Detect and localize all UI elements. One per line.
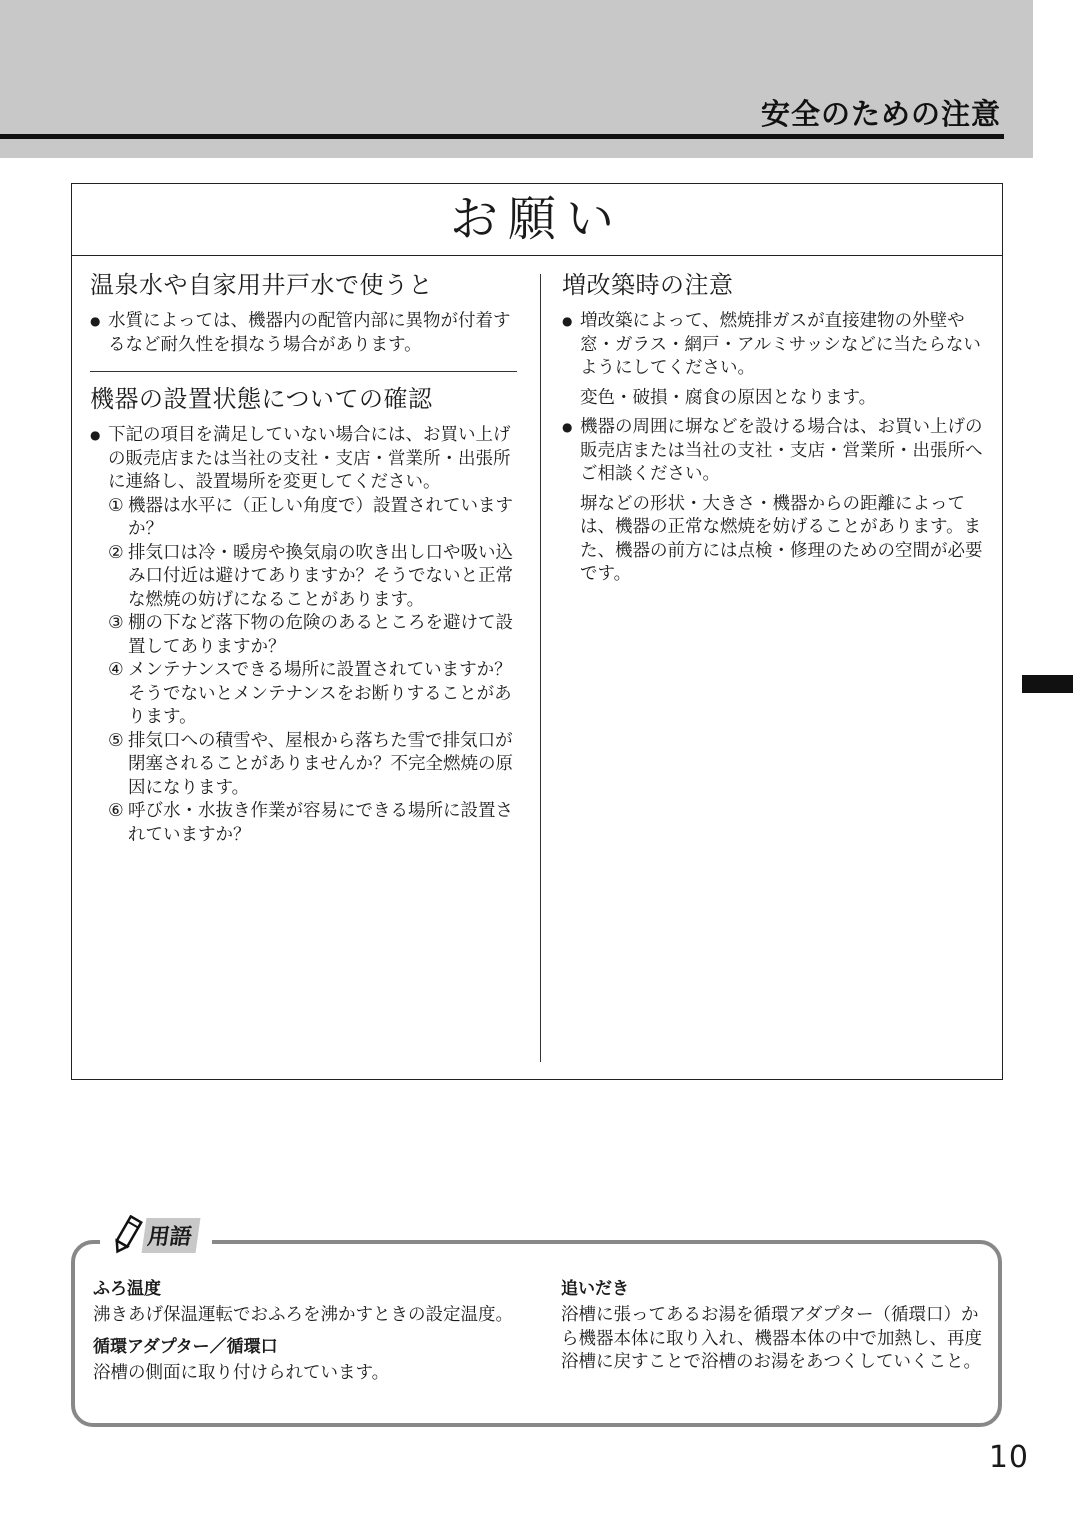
notice-title: お願い — [72, 184, 1002, 256]
bullet-item: ● 機器の周囲に塀などを設ける場合は、お買い上げの販売店または当社の支社・支店・営業所・出張所へご相談ください。 — [562, 416, 990, 487]
glossary-label — [100, 1212, 212, 1258]
checklist-text: 排気口への積雪や、屋根から落ちた雪で排気口が閉塞されることがありませんか？不完全燃焼の原因になります。 — [128, 730, 513, 798]
section-heading-installation-check: 機器の設置状態についての確認 — [90, 385, 433, 413]
notice-box — [71, 183, 1003, 1080]
column-divider — [540, 274, 541, 1062]
glossary-term: ふろ温度 — [93, 1279, 161, 1299]
glossary-right-column — [561, 1278, 986, 1383]
checklist-text: メンテナンスできる場所に設置されていますか？そうでないとメンテナンスをお断りすることがあります。 — [128, 660, 512, 727]
checklist-text: 機器は水平に（正しい角度で）設置されていますか？ — [128, 495, 513, 539]
checklist-number: ② — [108, 542, 124, 563]
bullet-item: ● 増改築によって、燃焼排ガスが直接建物の外壁や窓・ガラス・網戸・アルミサッシなどに当たらないようにしてください。 — [562, 310, 990, 381]
checklist-item — [90, 800, 517, 847]
bullet-note: 変色・破損・腐食の原因となります。 — [580, 387, 877, 408]
header-rule — [0, 134, 1004, 139]
section-divider — [90, 371, 517, 372]
notice-right-column — [562, 268, 990, 593]
checklist-text: 呼び水・水抜き作業が容易にできる場所に設置されていますか？ — [128, 801, 513, 845]
section-heading-hot-spring: 温泉水や自家用井戸水で使うと — [90, 271, 433, 299]
page-number: 10 — [988, 1440, 1029, 1475]
bullet-note: 塀などの形状・大きさ・機器からの距離によっては、機器の正常な燃焼を妨げることがあります。また、機器の前方には点検・修理のための空間が必要です。 — [580, 493, 983, 584]
checklist-item — [90, 612, 517, 659]
checklist-number: ③ — [108, 613, 124, 633]
checklist-text: 排気口は冷・暖房や換気扇の吹き出し口や吸い込み口付近は避けてありますか？そうでないと正常な燃焼の妨げになることがあります。 — [128, 542, 513, 610]
glossary-definition: 沸きあげ保温運転でおふろを沸かすときの設定温度。 — [93, 1305, 513, 1325]
glossary-definition: 浴槽の側面に取り付けられています。 — [93, 1362, 390, 1383]
checklist-item — [90, 495, 517, 542]
glossary-title: 用語 — [142, 1218, 201, 1253]
bullet-item: ● 下記の項目を満足していない場合には、お買い上げの販売店または当社の支社・支店・営業所・出張所に連絡し、設置場所を変更してください。 — [90, 424, 517, 495]
checklist-text: 棚の下など落下物の危険のあるところを避けて設置してありますか？ — [128, 613, 513, 657]
page-section-title: 安全のための注意 — [760, 97, 1001, 131]
notice-left-column — [90, 268, 517, 847]
bullet-item: ● 水質によっては、機器内の配管内部に異物が付着するなど耐久性を損なう場合があります。 — [90, 310, 517, 357]
glossary-definition: 浴槽に張ってあるお湯を循環アダプター（循環口）から機器本体に取り入れ、機器本体の中で加熱し、再度浴槽に戻すことで浴槽のお湯をあつくしていくこと。 — [561, 1305, 983, 1372]
checklist-item — [90, 659, 517, 730]
checklist-number: ⑤ — [108, 730, 124, 751]
glossary-left-column — [93, 1278, 523, 1393]
glossary-term: 循環アダプター／循環口 — [93, 1336, 278, 1357]
section-heading-renovation: 増改築時の注意 — [562, 271, 734, 299]
checklist-number: ⑥ — [108, 801, 124, 821]
pencil-icon — [110, 1215, 144, 1255]
checklist-number: ① — [108, 495, 124, 516]
glossary-term: 追いだき — [561, 1279, 629, 1299]
checklist-item — [90, 730, 517, 801]
checklist-item — [90, 542, 517, 613]
chapter-side-tab — [1022, 675, 1073, 693]
checklist-number: ④ — [108, 660, 124, 680]
